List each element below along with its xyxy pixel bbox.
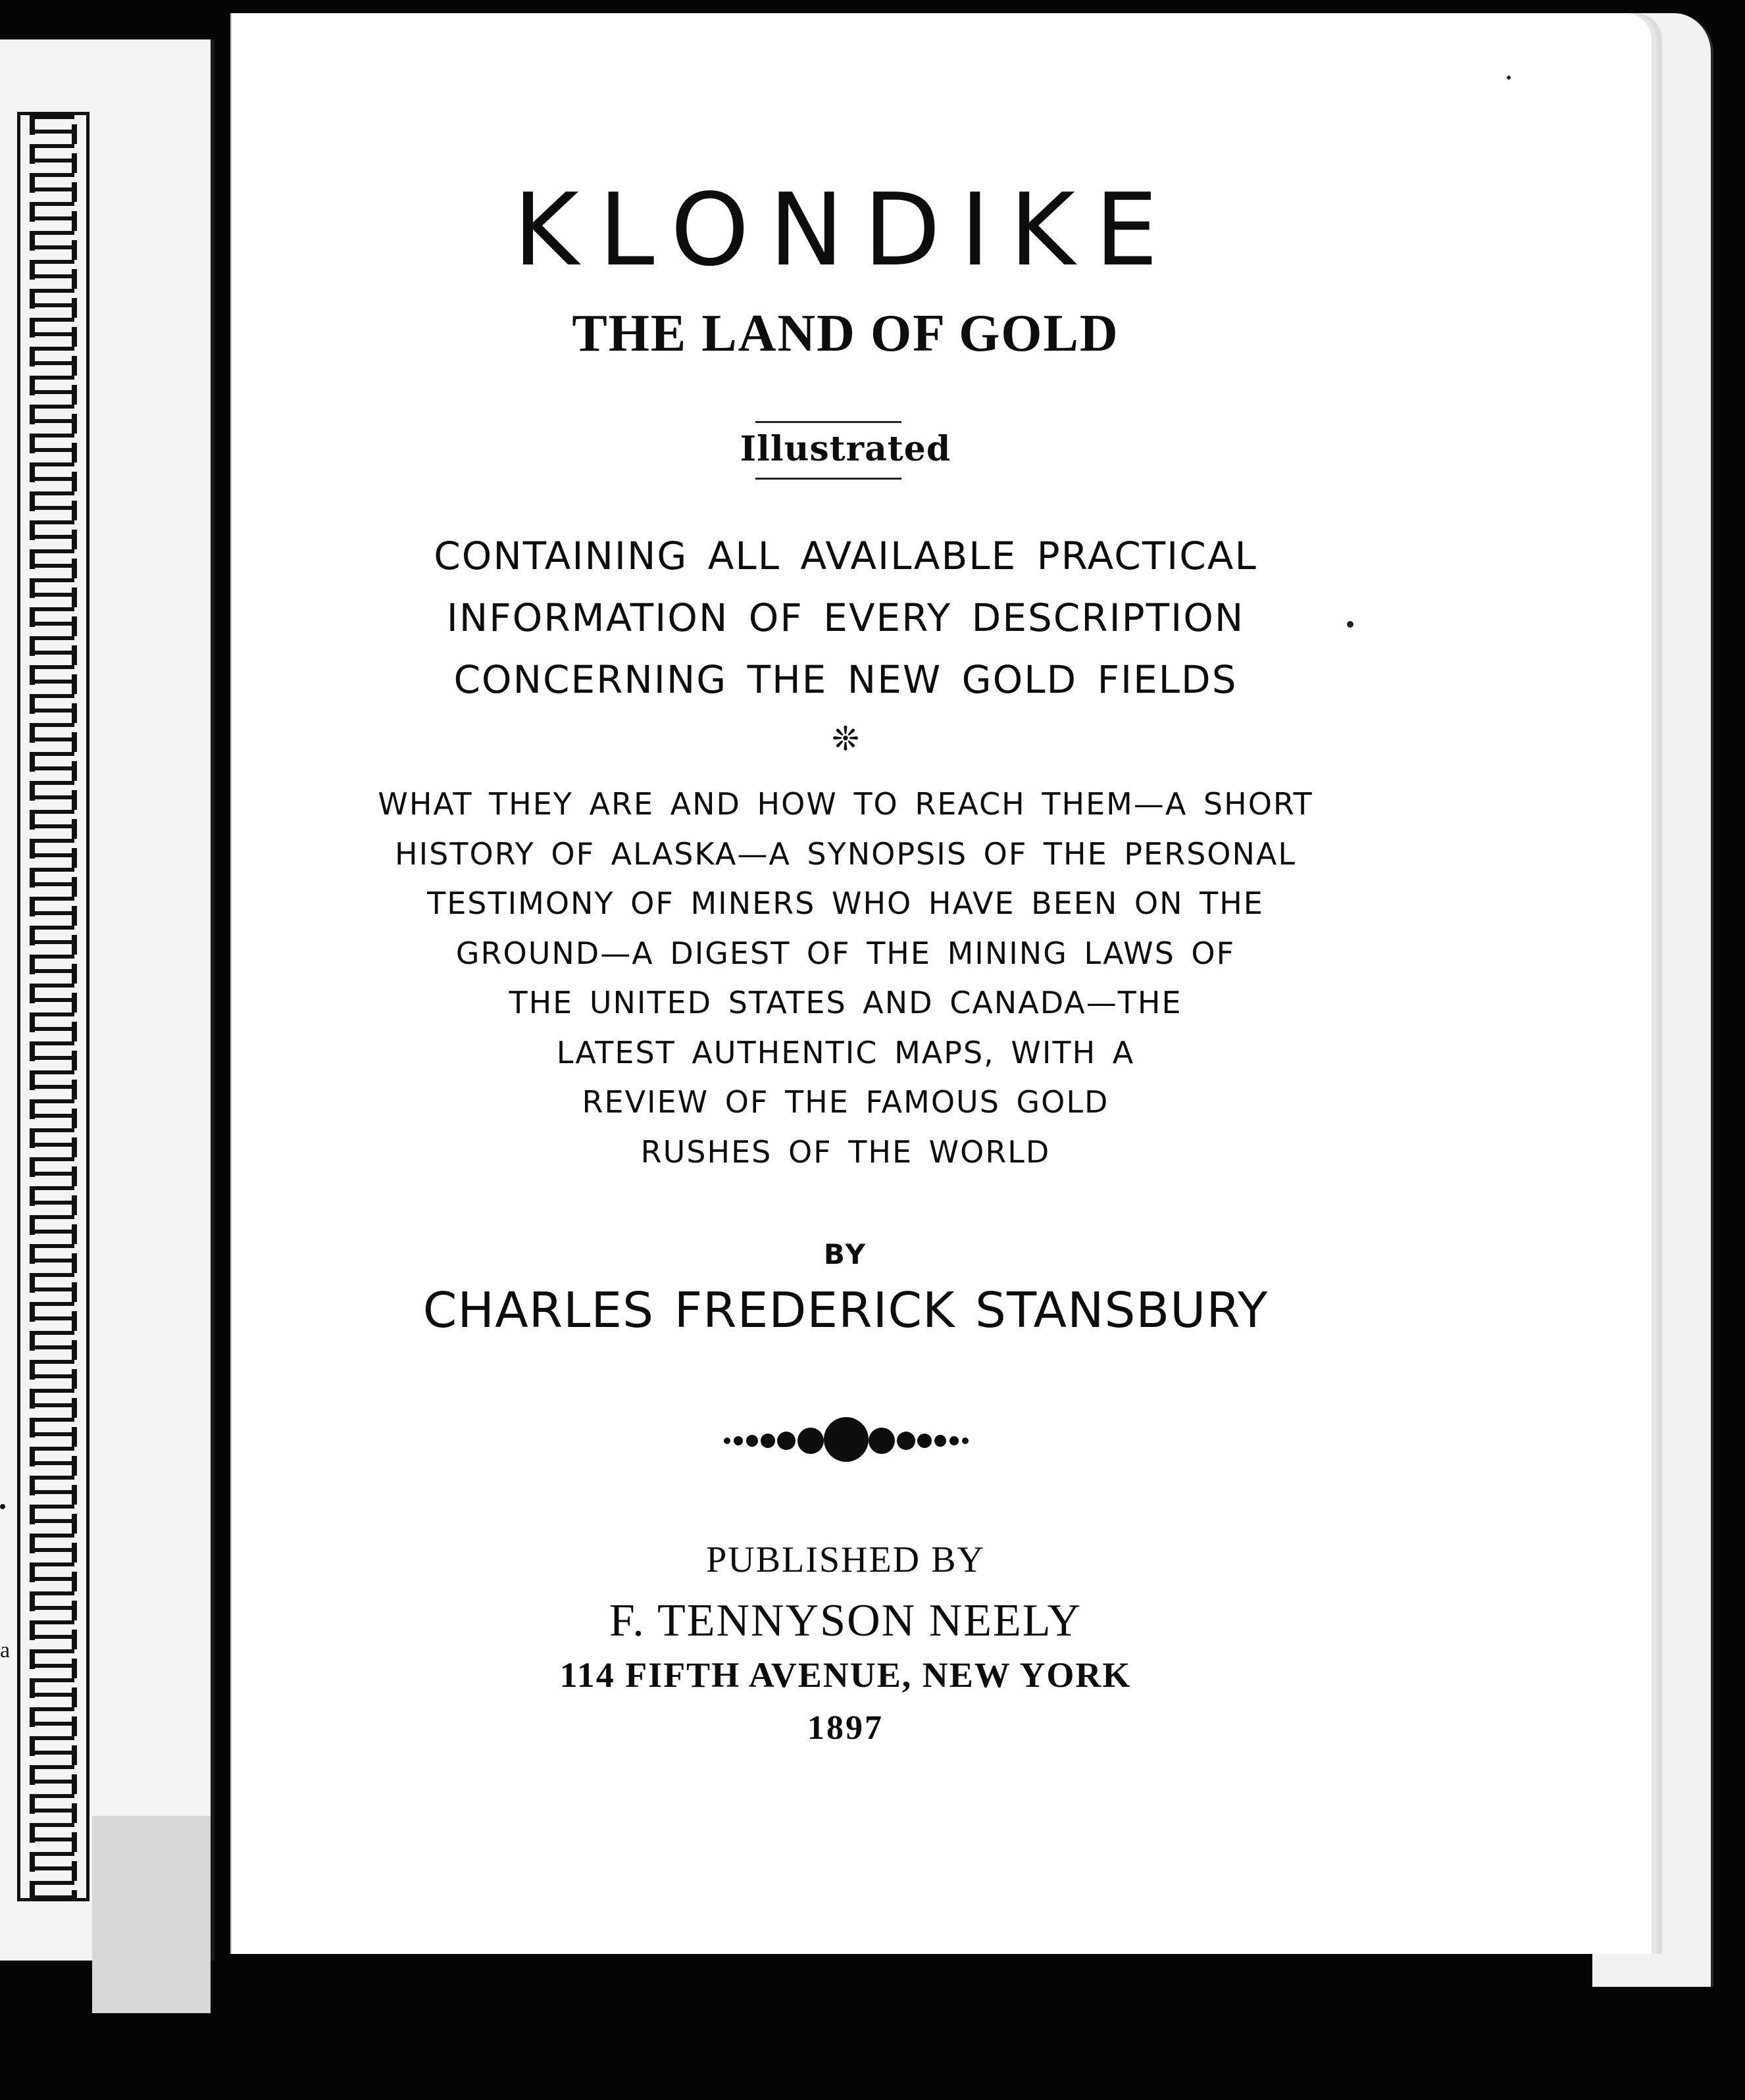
description-line: WHAT THEY ARE AND HOW TO REACH THEM—A SHORT bbox=[378, 786, 1313, 822]
description-line: LATEST AUTHENTIC MAPS, WITH A bbox=[556, 1035, 1135, 1070]
rule-below-illustrated bbox=[755, 478, 901, 480]
rule-above-illustrated bbox=[755, 421, 901, 423]
illustrated-label: Illustrated bbox=[740, 429, 951, 469]
description-line: HISTORY OF ALASKA—A SYNOPSIS OF THE PERSONAL bbox=[394, 836, 1296, 872]
book-title: KLONDIKE bbox=[513, 172, 1178, 288]
by-label: BY bbox=[823, 1238, 868, 1270]
contents-line: INFORMATION OF EVERY DESCRIPTION bbox=[446, 595, 1245, 640]
left-page-shadow bbox=[92, 1816, 211, 2013]
description-line: TESTIMONY OF MINERS WHO HAVE BEEN ON THE bbox=[427, 886, 1264, 921]
greek-key-border bbox=[17, 112, 89, 1901]
book-subtitle: THE LAND OF GOLD bbox=[572, 305, 1119, 362]
flower-ornament-icon: ❊ bbox=[832, 720, 859, 757]
publisher-address: 114 FIFTH AVENUE, NEW YORK bbox=[559, 1655, 1132, 1695]
description-line: RUSHES OF THE WORLD bbox=[640, 1134, 1051, 1170]
publication-year: 1897 bbox=[807, 1709, 884, 1747]
contents-line: CONTAINING ALL AVAILABLE PRACTICAL bbox=[434, 534, 1257, 578]
description-line: THE UNITED STATES AND CANADA—THE bbox=[509, 985, 1182, 1020]
left-facing-page bbox=[0, 39, 215, 1961]
publisher-name: F. TENNYSON NEELY bbox=[609, 1595, 1082, 1646]
left-page-dot bbox=[0, 1504, 5, 1509]
dot-ornament-icon bbox=[230, 1414, 1461, 1467]
stray-ink-mark bbox=[1507, 76, 1511, 80]
author-name: CHARLES FREDERICK STANSBURY bbox=[422, 1282, 1269, 1339]
description-line: REVIEW OF THE FAMOUS GOLD bbox=[582, 1084, 1109, 1120]
published-by-label: PUBLISHED BY bbox=[706, 1539, 985, 1580]
contents-line: CONCERNING THE NEW GOLD FIELDS bbox=[453, 657, 1238, 702]
left-page-fragment-text: a bbox=[0, 1638, 11, 1663]
description-line: GROUND—A DIGEST OF THE MINING LAWS OF bbox=[455, 936, 1236, 971]
